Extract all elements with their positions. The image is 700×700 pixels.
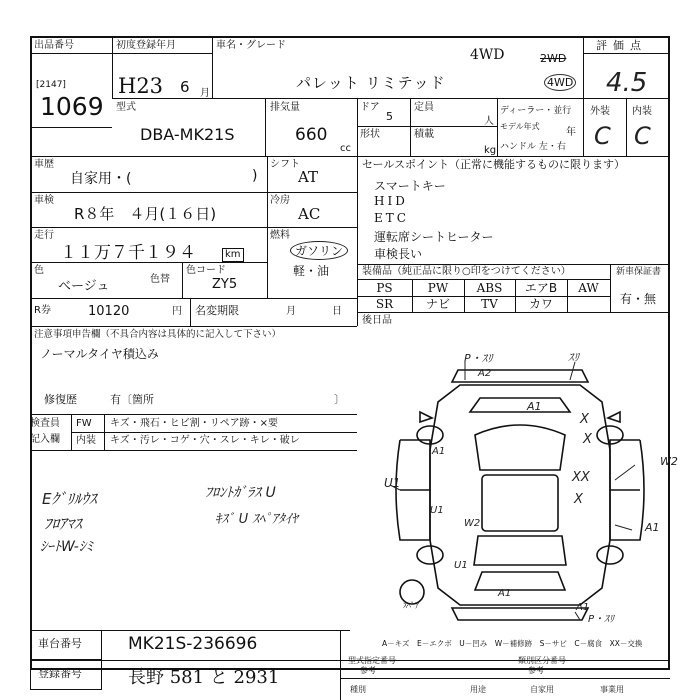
score-value: 4.5 <box>606 68 648 98</box>
inspector-label-2: 記入欄 <box>30 434 60 445</box>
form-label: 型式指定番号 <box>348 656 396 665</box>
plate-label: 登録番号 <box>38 667 82 680</box>
sales-item-0: スマートキー <box>374 179 446 193</box>
equip-abs: ABS <box>476 281 503 295</box>
cc-unit: cc <box>340 143 351 154</box>
drive-main: 4WD <box>470 47 505 63</box>
spare-label: ｽﾍﾟｱ <box>403 601 419 610</box>
color-label: 色 <box>34 265 44 276</box>
sales-item-1: HID <box>374 194 408 208</box>
name-change-month: 月 <box>286 306 296 317</box>
equip-ps: PS <box>376 281 393 295</box>
damage-legend: A－キズ E－エクボ U－凹み W－補修跡 S－サビ C－腐食 XX－交換 <box>382 639 643 648</box>
new-car-value: 有・無 <box>620 292 657 306</box>
doors-value: 5 <box>386 110 393 123</box>
ac-value: AC <box>298 205 321 223</box>
load-label: 積載 <box>414 129 434 140</box>
mark-4: X <box>580 412 589 427</box>
handle-label: ハンドル 左・右 <box>500 142 566 152</box>
drive-alt-1: 2WD <box>540 52 567 65</box>
mark-7: U1 <box>384 476 401 490</box>
mark-13: W2 <box>464 518 481 529</box>
name-change-label: 名変期限 <box>195 304 239 317</box>
interior-label: 内装 <box>632 106 652 117</box>
car-diagram <box>370 340 670 640</box>
mark-3: A1 <box>527 400 542 413</box>
model-value: DBA-MK21S <box>140 125 235 144</box>
lot-number: 1069 <box>40 92 104 121</box>
hand-note-5: ｼｰﾄW-ｼﾐ <box>40 539 93 555</box>
km-unit: km <box>225 249 241 260</box>
year-unit: 年 <box>566 127 576 138</box>
history-value: 自家用・( <box>70 171 132 187</box>
repair-value: 有〔箇所 <box>110 393 154 406</box>
equipment-title: 装備品（純正品に限り○印をつけてください） <box>362 266 571 277</box>
self-label: 自家用 <box>530 685 554 694</box>
exterior-grade: C <box>594 122 611 150</box>
mark-15: A1 <box>498 588 512 599</box>
mark-12: A1 <box>645 521 660 534</box>
shift-value: AT <box>298 168 319 186</box>
name-grade-label: 車名・グレード <box>216 40 286 51</box>
fuel-label: 燃料 <box>270 230 290 241</box>
lot-sub: [2147] <box>36 80 66 90</box>
recycle-value: 10120 <box>88 304 130 319</box>
model-label: 型式 <box>116 102 136 113</box>
yen-unit: 円 <box>172 306 182 317</box>
drive-alt-2: 4WD <box>544 74 576 91</box>
mark-9: X <box>574 492 583 507</box>
recycle-label: R券 <box>34 305 51 316</box>
mark-5: X <box>583 432 592 447</box>
equip-navi: ナビ <box>425 297 450 311</box>
comm-label: 事業用 <box>600 685 624 694</box>
inspection-value: R８年 ４月(１６日) <box>74 205 217 223</box>
form-ref: 参考 <box>360 666 376 675</box>
history-label: 車歴 <box>34 159 54 170</box>
fuel-value-2: 軽・油 <box>293 264 330 278</box>
sales-item-3: 運転席シートヒーター <box>374 230 494 244</box>
mark-8: XX <box>572 470 590 485</box>
doors-label: ドア <box>360 102 380 113</box>
kg-unit: kg <box>484 145 497 156</box>
mileage-value: １１万７千１９４ <box>60 243 196 263</box>
equip-tv: TV <box>481 297 498 311</box>
person-unit: 人 <box>484 116 494 127</box>
mark-1: A2 <box>478 368 492 379</box>
sales-item-4: 車検長い <box>374 247 423 261</box>
color-tone-label: 色替 <box>150 274 170 285</box>
mark-17: P・ｽﾘ <box>588 614 615 625</box>
sales-item-2: ETC <box>374 211 409 225</box>
name-change-day: 日 <box>332 306 342 317</box>
disp-value: 660 <box>295 125 328 145</box>
use-label: 用途 <box>470 685 486 694</box>
later-label: 後日品 <box>362 315 392 326</box>
kind-label: 種別 <box>350 685 366 694</box>
inspector-label-1: 検査員 <box>30 418 60 429</box>
first-reg-label: 初度登録年月 <box>116 40 176 51</box>
mark-6: A1 <box>432 446 446 457</box>
plate-value: 長野 581 と 2931 <box>128 667 280 688</box>
mark-2: ｽﾘ <box>568 351 579 364</box>
sales-title: セールスポイント（正常に機能するものに限ります） <box>362 158 626 171</box>
chassis-label: 車台番号 <box>38 637 82 650</box>
equip-sr: SR <box>375 297 394 311</box>
dealer-label: ディーラー・並行 <box>500 106 572 116</box>
equip-airbag: エアB <box>524 281 558 295</box>
fuel-value-1: ガソリン <box>290 241 348 260</box>
mark-14: U1 <box>454 560 468 571</box>
equip-pw: PW <box>427 281 449 295</box>
mileage-label: 走行 <box>34 230 54 241</box>
color-value: ベージュ <box>58 279 110 294</box>
notes-text: ノーマルタイヤ積込み <box>40 347 159 361</box>
era-year: H23 <box>118 74 164 98</box>
equip-leather: カワ <box>528 297 553 311</box>
hand-note-4: ｷｽﾞ U ｽﾍﾟｱﾀｲﾔ <box>215 512 298 527</box>
hand-note-1: Eｸﾞﾘﾙｳｽ <box>42 490 97 508</box>
hand-note-3: ﾌﾛｱﾏｽ <box>44 515 82 533</box>
cat-label: 類別区分番号 <box>518 656 566 665</box>
inspection-label: 車検 <box>34 195 54 206</box>
mark-11: W2 <box>660 455 678 468</box>
disp-label: 排気量 <box>270 102 300 113</box>
mark-0: P・ｽﾘ <box>464 352 493 365</box>
notes-title: 注意事項申告欄（不具合内容は具体的に記入して下さい） <box>34 329 282 340</box>
grade-name: パレット リミテッド <box>296 74 446 92</box>
first-reg-month: 6 <box>180 78 190 96</box>
color-code-value: ZY5 <box>212 277 238 292</box>
exterior-label: 外装 <box>590 106 610 117</box>
month-unit: 月 <box>200 88 210 99</box>
mark-16: A1 <box>576 602 590 613</box>
fw-label: FW <box>76 418 92 429</box>
mark-10: U1 <box>430 505 444 516</box>
model-year-label: モデル年式 <box>500 122 540 131</box>
score-label: 評価点 <box>596 39 647 52</box>
new-car-label: 新車保証書 <box>616 267 662 277</box>
repair-close: 〕 <box>334 393 345 406</box>
inspector-line2: キズ・汚レ・コゲ・穴・スレ・キレ・破レ <box>110 435 300 446</box>
shift-label: シフト <box>270 159 300 170</box>
equip-aw: AW <box>578 281 599 295</box>
chassis-value: MK21S-236696 <box>128 634 258 654</box>
history-close: ) <box>252 168 258 184</box>
interior-grade: C <box>634 122 651 150</box>
hand-note-2: ﾌﾛﾝﾄｶﾞﾗｽ U <box>205 485 276 501</box>
shape-label: 形状 <box>360 129 380 140</box>
repair-label: 修復歴 <box>44 393 77 406</box>
color-code-label: 色コード <box>186 265 226 276</box>
interior-tag: 内装 <box>76 435 96 446</box>
cap-label: 定員 <box>414 102 434 113</box>
lot-label: 出品番号 <box>34 40 74 51</box>
ac-label: 冷房 <box>270 195 290 206</box>
cat-ref: 参考 <box>528 666 544 675</box>
inspector-line1: キズ・飛石・ヒビ割・リペア跡・×要 <box>110 418 278 429</box>
